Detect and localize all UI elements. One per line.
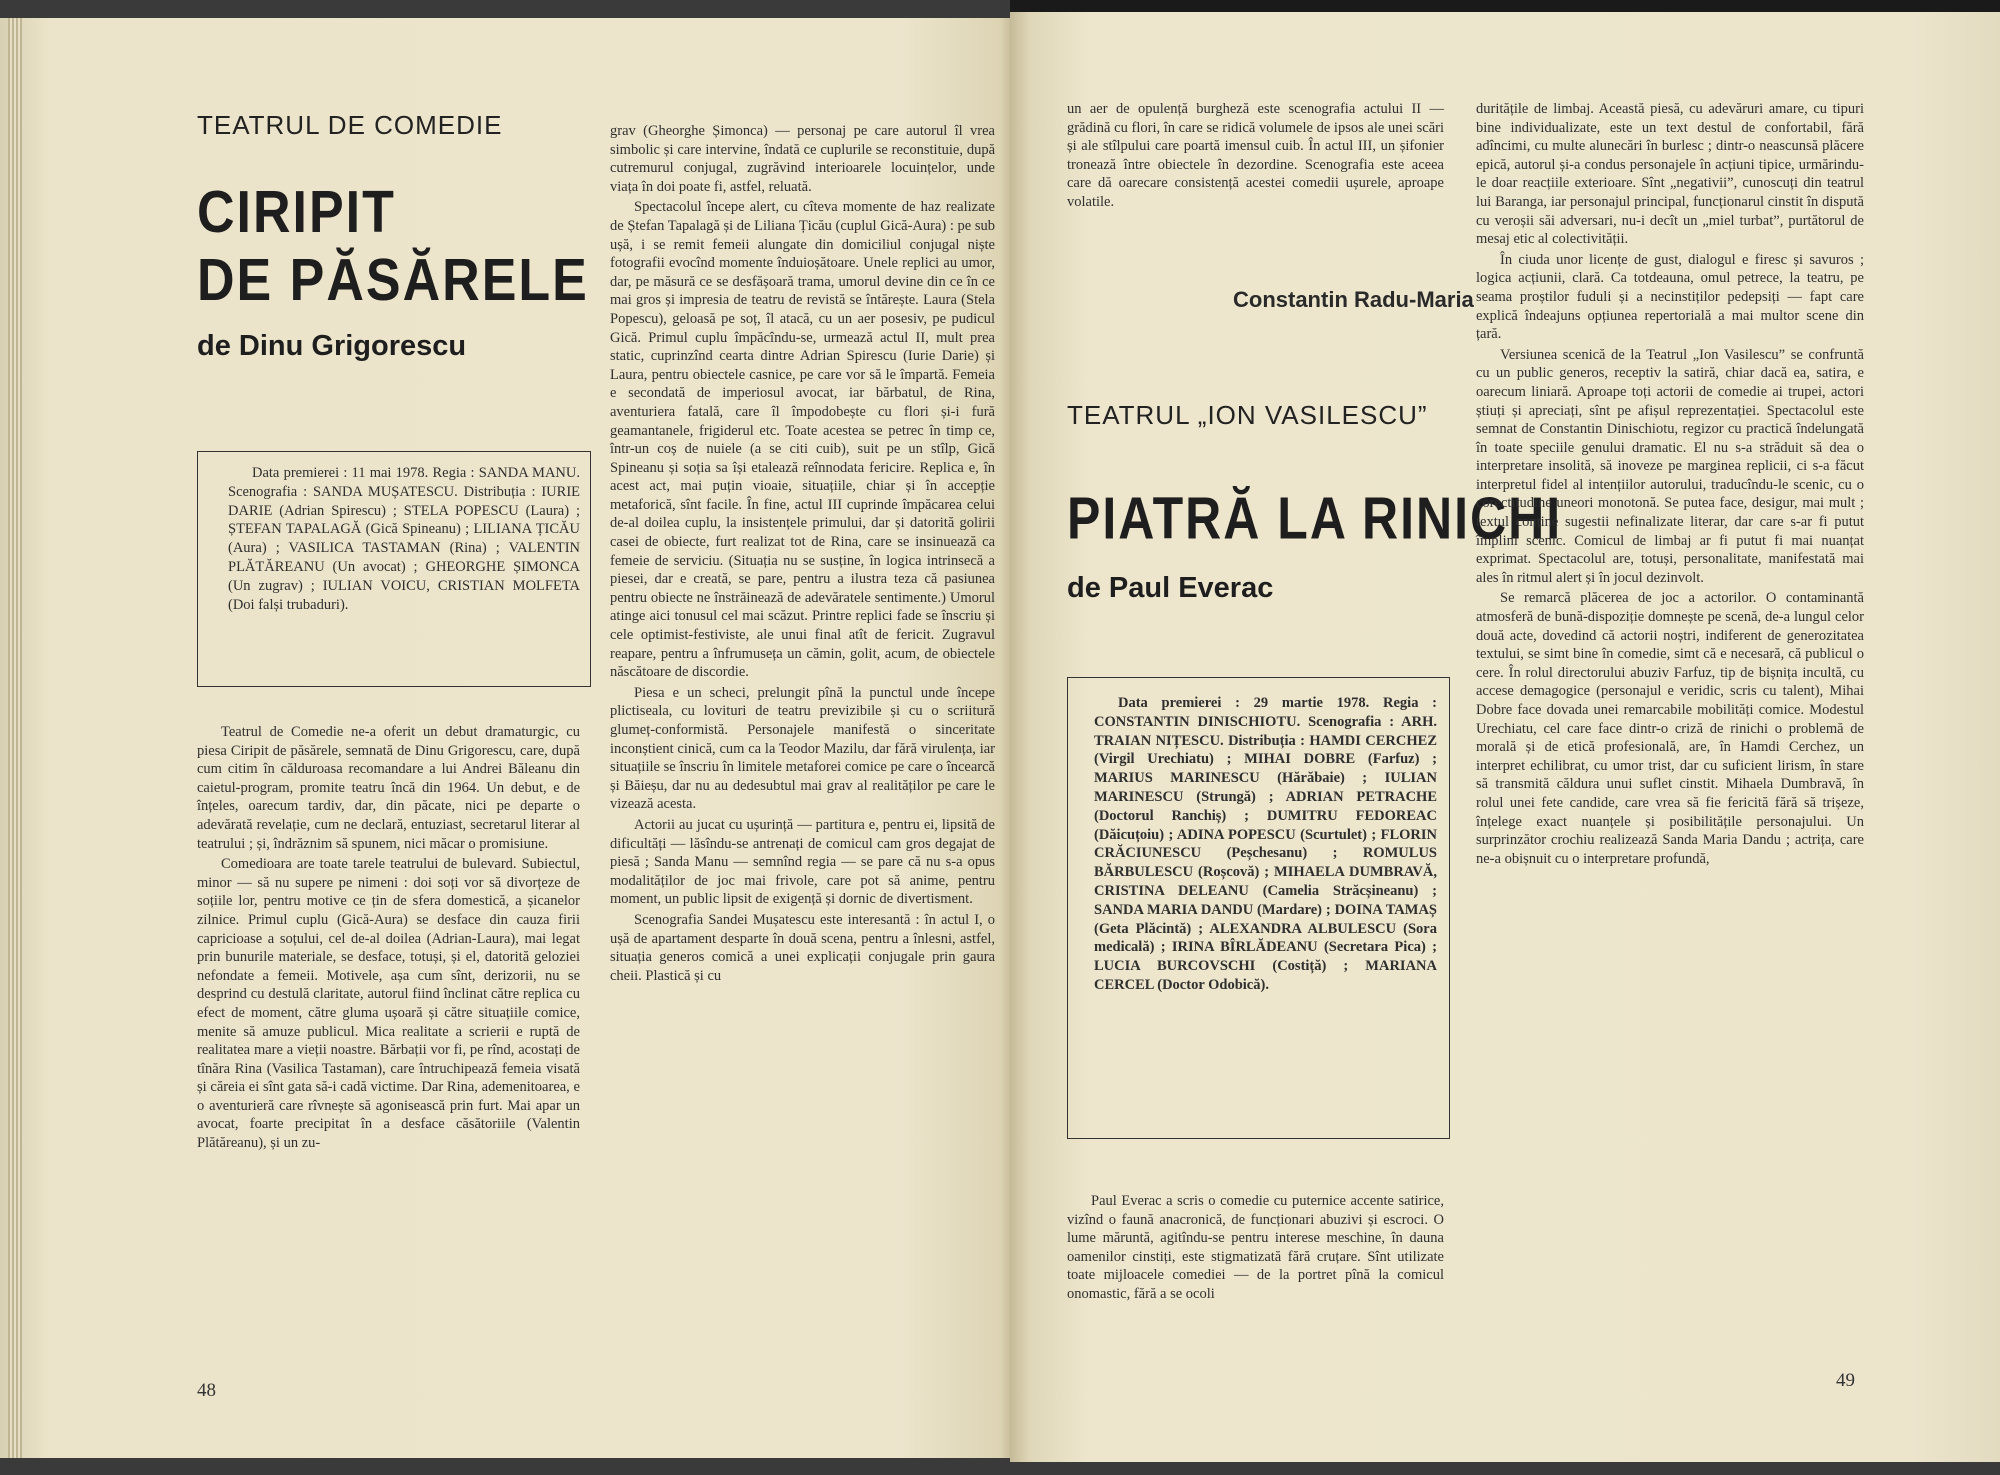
play-title-line2: DE PĂSĂRELE: [197, 247, 589, 314]
paragraph: Spectacolul începe alert, cu cîteva momente de haz realizate de Ștefan Tapalagă și de Liliana Țicău (cuplul Gică-Aura) : pe sub ușă, i se remit femeii alungate din domiciliul conjugal niște fotografii evocînd momente înduioșătoare. Unele replici au umor, dar, pe măsură ce se desfășoară trama, umorul devine din ce în ce mai gros și impresia de teatru de revistă se întărește. Laura (Stela Popescu), geloasă pe soț, îl atacă, cu un aer posesiv, pe pudicul Gică. Primul cuplu împăcîndu-se, urmează actul II, mult prea static, cuprinzînd cearta dintre Adrian Spirescu (Iurie Darie) și Laura, pentru obiectele casnice, pe care vor să le împartă. Femeia e secondată de imperiosul avocat, iar bărbatul, de Rina, aventuriera fatală, care îl împodobește cu flori și-i fură geamantanele, frigiderul etc. Toate acestea se petrec în timp ce, într-un coș de nuiele (a se citi cuib), suit pe un stîlp, Gică Spineanu și soția sa își etalează reînnodata fericire. Replica e, în acest act, mai puțin vioaie, situațiile, chiar și în accepție metaforică, sînt facile. În fine, actul III cuprinde împăcarea celui de-al doilea cuplu, la insistențele primului, dar și datorită golirii casei de obiecte, furt realizat tot de Rina, care se insinuează ca femeie de serviciu. (Situația nu se susține, în logica intrinsecă a piesei, dar e creată, se pare, pentru a ilustra teza că pasiunea pentru obiecte ne înstrăinează de adevăratele sentimente.) Umorul atinge aici tonusul cel mai scăzut. Printre replici fade se înscriu și cele optimist-festiviste, ale unui final atît de fericit. Zugravul reapare, pentru a înfrumuseța un cămin, golit, acum, de obiectele născătoare de discordie.: [610, 199, 995, 681]
credits-text: Data premierei : 29 martie 1978. Regia : CONSTANTIN DINISCHIOTU. Scenografia : ARH. TRAIAN NIȚESCU. Distribuția : HAMDI CERCHEZ (Virgil Urechiatu) ; MIHAI DOBRE (Farfuz) ; MARIUS MARINESCU (Hărăbaie) ; IULIAN MARINESCU (Strungă) ; ADRIAN PETRACHE (Doctorul Ranchiș) ; DUMITRU FEDOREAC (Dăicuțoiu) ; ADINA POPESCU (Scurtulet) ; FLORIN CRĂCIUNESCU (Peșchesanu) ; ROMULUS BĂRBULESCU (Roșcovă) ; MIHAELA DUMBRAVĂ, CRISTINA DELEANU (Camelia Străcșineanu) ; SANDA MARIA DANDU (Mardare) ; DOINA TAMAȘ (Geta Plăcintă) ; ALEXANDRA ALBULESCU (Sora medicală) ; IRINA BÎRLĂDEANU (Secretara Pica) ; LUCIA BURCOVSCHI (Costiță) ; MARIANA CERCEL (Doctor Odobică).: [1094, 695, 1437, 993]
left-column-2: [610, 122, 995, 987]
paragraph: Se remarcă plăcerea de joc a actorilor. O contaminantă atmosferă de bună-dispoziție domnește pe scenă, de-a lungul celor două acte, dovedind că actorii noștri, indiferent de generozitatea textului, se simt bine în comedie, simt că e necesară, că publicul o cere. În rolul directorului abuziv Farfuz, tip de bișnița incultă, cu accese demagogice (personajul e veridic, scris cu talent), Mihai Dobre face dovada unei remarcabile mobilități comice. Modestul Urechiatu, cel care face dintr-o criză de rinichi o problemă de morală și de etică profesională, are, în Hamdi Cerchez, un interpret echilibrat, cu umor trist, dar cu suficient lirism, în stare să transmită căldura unui suflet cinstit. Mihaela Dumbravă, în rolul unei fete candide, care vrea să fie fericită fără să trișeze, înțelege exact nuanțele și posibilitățile personajului. Un surprinzător crochiu realizează Sanda Maria Dandu ; actrița, care ne-a obișnuit cu o interpretare profundă,: [1476, 590, 1864, 867]
page-number-right: 49: [1836, 1370, 1855, 1391]
right-column-2: [1476, 100, 1864, 870]
credits-box: [1067, 677, 1450, 1139]
right-column-1-top: [1067, 100, 1444, 214]
paragraph: Paul Everac a scris o comedie cu puternice accente satirice, vizînd o faună anacronică, de funcționari abuzivi și escroci. O lume măruntă, agitîndu-se pentru interese meschine, în dauna oamenilor cinstiți, este stigmatizată fără cruțare. Sînt utilizate toate mijloacele comediei — de la portret pînă la comicul onomastic, fără a se ocoli: [1067, 1193, 1444, 1302]
left-column-1: [197, 723, 580, 1155]
page-edge: [8, 18, 22, 1458]
play-title: PIATRĂ LA RINICHI: [1067, 485, 1563, 552]
top-shadow: [1010, 0, 2000, 12]
play-title-line1: CIRIPIT: [197, 179, 396, 246]
credits-box: [197, 451, 591, 687]
paragraph: grav (Gheorghe Șimonca) — personaj pe care autorul îl vrea simbolic și care intervine, îndată ce cuplurile se reconstituie, după cutremurul conjugal, zugrăvind interioarele locuințelor, unde viața în doi poate fi, astfel, reluată.: [610, 123, 995, 195]
paragraph: Comedioara are toate tarele teatrului de bulevard. Subiectul, minor — să nu supere pe nimeni : doi soți vor să divorțeze de soțiile lor, pentru motive ce țin de sfera domestică, a șicanelor zilnice. Primul cuplu (Gică-Aura) se desface din cauza firii capricioase a soțului, cel de-al doilea (Adrian-Laura), mai legat prin bunurile materiale, se desface, totuși, și el, datorită geloziei nefondate a femeii. Motivele, așa cum sînt, derizorii, nu se desprind cu destulă claritate, autorul fiind înclinat către replica cu efect de moment, către gluma ușoară și către situațiile comice, menite să amuze publicul. Mica realitate a scrierii e ruptă de realitatea mare a vieții noastre. Bărbații vor fi, pe rînd, acostați de tînăra Rina (Vasilica Tastaman), care întruchipează femeia visată și căreia ei sînt gata să-i cadă victime. Dar Rina, ademenitoarea, e o aventurieră care rîvnește să agonisească prin furt. Mai apar un avocat, foarte precipitat în a desface căsătoriile (Valentin Plătăreanu), și un zu-: [197, 856, 580, 1152]
paragraph: Teatrul de Comedie ne-a oferit un debut dramaturgic, cu piesa Ciripit de păsărele, semnată de Dinu Grigorescu, care, după cum citim în călduroasa recomandare a lui Andrei Băleanu din caietul-program, promite teatru încă din 1964. Un debut, e de înțeles, oarecum tardiv, dar, din păcate, nici pe departe o adevărată revelație, cum ne declară, entuziast, secretarul literar al teatrului ; și, îndrăznim să spunem, nici măcar o promisiune.: [197, 724, 580, 852]
paragraph: duritățile de limbaj. Această piesă, cu adevăruri amare, cu tipuri bine individualizate, este un text destul de confortabil, fără adîncimi, cu multe alunecări în burlesc ; dintr-o neascunsă plăcere epică, autorul și-a condus personajele în acțiuni tipice, urmărindu-le doar reacțiile exterioare. Sînt „negativii”, cunoscuți din teatrul lui Baranga, iar personajul principal, funcționarul cinstit în dispută cu veroșii săi adversari, nu-i decît un „miel turbat”, purtătorul de mesaj etic al colectivității.: [1476, 101, 1864, 248]
paragraph: un aer de opulență burgheză este scenografia actului II — grădină cu flori, în care se ridică volumele de ipsos ale unei scări și ale stîlpului care poartă imensul cuib. În actul III, un șifonier tronează între obiectele în dezordine. Scenografia este aceea care dă oarecare consistență acestei comedii ușurele, aproape volatile.: [1067, 101, 1444, 210]
right-page: [1010, 12, 2000, 1462]
credits-text: Data premierei : 11 mai 1978. Regia : SANDA MANU. Scenografia : SANDA MUȘATESCU. Distribuția : IURIE DARIE (Adrian Spirescu) ; STELA POPESCU (Laura) ; ȘTEFAN TAPALAGĂ (Gică Spineanu) ; LILIANA ȚICĂU (Aura) ; VASILICA TASTAMAN (Rina) ; VALENTIN PLĂTĂREANU (Un avocat) ; GHEORGHE ȘIMONCA (Un zugrav) ; IULIAN VOICU, CRISTIAN MOLFETA (Doi falși trubaduri).: [228, 465, 580, 613]
paragraph: Actorii au jucat cu ușurință — partitura e, pentru ei, lipsită de dificultăți — lăsîndu-se antrenați de comicul cam gros degajat de piesă ; Sanda Manu — semnînd regia — se pare că nu s-a opus modalităților de joc mai frivole, care pot să anime, pentru moment, un public lipsit de exigență și dornic de divertisment.: [610, 816, 995, 908]
paragraph: Scenografia Sandei Mușatescu este interesantă : în actul I, o ușă de apartament desparte în două scena, pentru a înlesni, astfel, situația generos comică a unei explicații conjugale prin gaura cheii. Plastică și cu: [610, 911, 995, 984]
theatre-heading: TEATRUL „ION VASILESCU”: [1067, 400, 1428, 430]
left-page: [0, 18, 1010, 1458]
page-number-left: 48: [197, 1380, 216, 1401]
paragraph: În ciuda unor licențe de gust, dialogul e firesc și savuros ; logica acțiunii, clară. Ca totdeauna, omul petrece, la teatru, pe seama proștilor fuduli și a necinstiților pedepsiți — fapt care explică îndeajuns opțiunea repertorială a mai multor scene din țară.: [1476, 251, 1864, 343]
paragraph: Piesa e un scheci, prelungit pînă la punctul unde începe plictiseala, cu lovituri de teatru previzibile și cu o scriitură glumeț-conformistă. Personajele manifestă o sinceritate inconștient cinică, cum ca la Teodor Mazilu, dar fără virulența, iar situațiile se înscriu în limitele metaforei comice pe care o încearcă și Băieșu, dar nu au dedesubtul mai grav al realităților pe care le vizează acesta.: [610, 684, 995, 813]
theatre-heading: TEATRUL DE COMEDIE: [197, 110, 503, 140]
paragraph: Versiunea scenică de la Teatrul „Ion Vasilescu” se confruntă cu un public generos, receptiv la satiră, chiar dacă ea, satira, e oarecum liniară. Aproape toți actorii de comedie ai trupei, actori știuți și apreciați, sînt pe afișul reprezentației. Spectacolul este semnat de Constantin Dinischiotu, regizor cu practică îndelungată în toate speciile genului dramatic. El nu s-a străduit să dea o interpretare insolită, să inoveze pe marginea replicii, ci s-a făcut interpretul fidel al intențiilor autorului, traducîndu-le scenic, cu o corectitudine uneori monotonă. Se putea face, desigur, mai mult ; textul conține sugestii nefinalizate literar, dar care s-ar fi putut împlini scenic. Comicul de limbaj ar fi putut fi mai nuanțat exprimat. Spectacolul are, totuși, personalitate, manifestată mai ales în ritmul alert și în jocul dezinvolt.: [1476, 346, 1864, 586]
author-line: de Paul Everac: [1067, 572, 1274, 604]
review-signature: Constantin Radu-Maria: [1233, 287, 1474, 312]
right-column-1-bottom: [1067, 1192, 1444, 1306]
author-line: de Dinu Grigorescu: [197, 330, 467, 362]
